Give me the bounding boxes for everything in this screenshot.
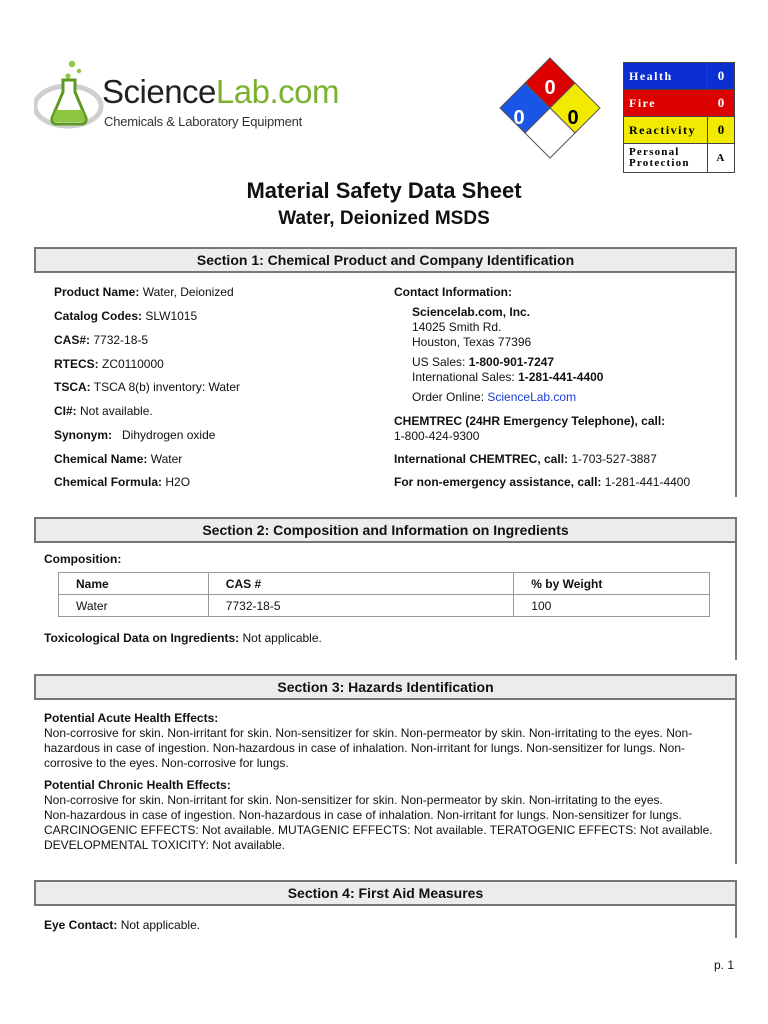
hmis-fire-value: 0 bbox=[708, 90, 735, 117]
field-label: Chemical Formula: bbox=[54, 475, 163, 489]
hmis-ppe-label-line1: Personal bbox=[629, 146, 680, 158]
field-label: Chemical Name: bbox=[54, 452, 148, 466]
field-value: Water, Deionized bbox=[139, 285, 234, 299]
international-sales bbox=[412, 370, 603, 384]
rtecs-field bbox=[54, 357, 164, 371]
field-label: Synonym: bbox=[54, 428, 113, 442]
order-online-label: Order Online: bbox=[412, 390, 488, 404]
acute-text-line: hazardous in case of ingestion. Non-hazardous in case of inhalation. Non-irritant for lungs. Non-sensitizer for lungs. Non- bbox=[44, 741, 686, 755]
field-label: Catalog Codes: bbox=[54, 309, 143, 323]
logo-science-text: Science bbox=[102, 73, 216, 110]
non-emergency-number: 1-281-441-4400 bbox=[601, 475, 691, 489]
chronic-health-effects bbox=[44, 778, 724, 853]
toxicological-data bbox=[44, 631, 322, 645]
intl-sales-number: 1-281-441-4400 bbox=[518, 370, 604, 384]
field-label: TSCA: bbox=[54, 380, 91, 394]
section-2 bbox=[34, 517, 737, 660]
nfpa-health-value: 0 bbox=[513, 107, 525, 129]
chemical-name-field bbox=[54, 452, 182, 466]
section-1-heading bbox=[34, 247, 735, 273]
hmis-ppe-value: A bbox=[708, 144, 735, 173]
us-sales bbox=[412, 355, 554, 369]
field-value: Water bbox=[147, 452, 183, 466]
logo-lab-text: Lab.com bbox=[215, 73, 339, 110]
table-cell: Water bbox=[59, 595, 209, 617]
contact-heading bbox=[394, 285, 512, 299]
order-online bbox=[412, 390, 576, 404]
field-value: ZC0110000 bbox=[98, 357, 164, 371]
hmis-health-label: Health bbox=[624, 63, 708, 90]
synonym-field bbox=[54, 428, 215, 442]
intl-sales-label: International Sales: bbox=[412, 370, 519, 384]
eye-contact-label: Eye Contact: bbox=[44, 918, 118, 932]
field-value: 7732-18-5 bbox=[90, 333, 149, 347]
field-value: TSCA 8(b) inventory: Water bbox=[90, 380, 241, 394]
field-label: CI#: bbox=[54, 404, 77, 418]
chemtrec-label: CHEMTREC (24HR Emergency Telephone), call: bbox=[394, 414, 666, 428]
nfpa-reactivity-value: 0 bbox=[567, 107, 579, 129]
document-subtitle: Water, Deionized MSDS bbox=[278, 208, 490, 229]
field-value: SLW1015 bbox=[142, 309, 198, 323]
address-line-2: Houston, Texas 77396 bbox=[412, 335, 532, 349]
hmis-health-value: 0 bbox=[708, 63, 735, 90]
page-number: p. 1 bbox=[713, 958, 734, 972]
tox-value: Not applicable. bbox=[239, 631, 322, 645]
chemical-formula-field bbox=[54, 475, 190, 489]
section-4-heading-text: Section 4: First Aid Measures bbox=[287, 885, 484, 901]
cas-field bbox=[54, 333, 148, 347]
sciencelab-logo bbox=[34, 58, 339, 136]
logo-wordmark bbox=[102, 74, 339, 110]
international-chemtrec bbox=[394, 452, 657, 466]
chronic-label: Potential Chronic Health Effects: bbox=[44, 778, 231, 792]
section-2-heading bbox=[34, 517, 735, 543]
hmis-ppe-label bbox=[624, 144, 708, 173]
logo-tagline: Chemicals & Laboratory Equipment bbox=[104, 114, 303, 129]
catalog-codes-field bbox=[54, 309, 197, 323]
section-3-heading-text: Section 3: Hazards Identification bbox=[277, 679, 494, 695]
section-4 bbox=[34, 880, 737, 938]
hmis-row-reactivity bbox=[624, 117, 735, 144]
section-4-heading bbox=[34, 880, 735, 906]
section-3 bbox=[34, 674, 737, 864]
hmis-row-fire bbox=[624, 90, 735, 117]
section-1-heading-text: Section 1: Chemical Product and Company Identification bbox=[196, 252, 575, 268]
company-name-text: Sciencelab.com, Inc. bbox=[412, 305, 531, 319]
table-cell: 100 bbox=[514, 595, 710, 617]
chemtrec-heading bbox=[394, 414, 665, 428]
composition-table bbox=[58, 572, 710, 617]
hmis-fire-label: Fire bbox=[624, 90, 708, 117]
tox-label: Toxicological Data on Ingredients: bbox=[44, 631, 240, 645]
chronic-text-line: CARCINOGENIC EFFECTS: Not available. MUTAGENIC EFFECTS: Not available. TERATOGENIC EFFECTS: Not available. bbox=[44, 823, 713, 837]
field-label: Product Name: bbox=[54, 285, 140, 299]
ci-field bbox=[54, 404, 153, 418]
column-header-cas: CAS # bbox=[208, 573, 513, 595]
intl-chemtrec-label: International CHEMTREC, call: bbox=[394, 452, 569, 466]
product-name-field bbox=[54, 285, 234, 299]
acute-text-line: Non-corrosive for skin. Non-irritant for skin. Non-sensitizer for skin. Non-permeator by skin. Non-irritating to the eyes. Non- bbox=[44, 726, 693, 740]
field-label: RTECS: bbox=[54, 357, 99, 371]
acute-text-line: corrosive to the eyes. Non-corrosive for lungs. bbox=[44, 756, 289, 770]
document-title: Material Safety Data Sheet bbox=[246, 178, 522, 203]
column-header-weight: % by Weight bbox=[514, 573, 710, 595]
non-emergency-label: For non-emergency assistance, call: bbox=[394, 475, 602, 489]
composition-label-text: Composition: bbox=[44, 552, 122, 566]
field-value: H2O bbox=[162, 475, 191, 489]
table-header-row bbox=[59, 573, 710, 595]
chemtrec-number: 1-800-424-9300 bbox=[394, 429, 480, 443]
company-name bbox=[412, 305, 530, 319]
flask-icon bbox=[34, 58, 104, 136]
hmis-ppe-label-line2: Protection bbox=[629, 157, 690, 169]
hmis-reactivity-label: Reactivity bbox=[624, 117, 708, 144]
composition-label bbox=[44, 552, 121, 566]
intl-chemtrec-number: 1-703-527-3887 bbox=[568, 452, 657, 466]
chronic-text-line: Non-corrosive for skin. Non-irritant for skin. Non-sensitizer for skin. Non-permeator by skin. Non-irritating to the eyes. bbox=[44, 793, 663, 807]
non-emergency-assistance bbox=[394, 475, 690, 489]
chronic-text-line: Non-hazardous in case of ingestion. Non-hazardous in case of inhalation. Non-irritant for lungs. Non-sensitizer for lungs. bbox=[44, 808, 682, 822]
acute-health-effects bbox=[44, 711, 724, 771]
field-value: Not available. bbox=[76, 404, 153, 418]
tsca-field bbox=[54, 380, 240, 394]
field-label: CAS#: bbox=[54, 333, 91, 347]
eye-contact bbox=[44, 918, 200, 932]
field-value: Dihydrogen oxide bbox=[112, 428, 216, 442]
us-sales-number: 1-800-901-7247 bbox=[468, 355, 555, 369]
hmis-rating-table bbox=[623, 62, 735, 173]
eye-contact-value: Not applicable. bbox=[117, 918, 201, 932]
acute-label: Potential Acute Health Effects: bbox=[44, 711, 219, 725]
hmis-reactivity-value: 0 bbox=[708, 117, 735, 144]
hmis-row-personal-protection bbox=[624, 144, 735, 173]
table-cell: 7732-18-5 bbox=[208, 595, 513, 617]
address-line-1: 14025 Smith Rd. bbox=[412, 320, 502, 334]
section-1 bbox=[34, 247, 737, 497]
table-row bbox=[59, 595, 710, 617]
us-sales-label: US Sales: bbox=[412, 355, 469, 369]
nfpa-fire-value: 0 bbox=[544, 77, 556, 99]
column-header-name: Name bbox=[59, 573, 209, 595]
section-2-heading-text: Section 2: Composition and Information on Ingredients bbox=[202, 522, 569, 538]
contact-heading-text: Contact Information: bbox=[394, 285, 512, 299]
chronic-text-line: DEVELOPMENTAL TOXICITY: Not available. bbox=[44, 838, 285, 852]
section-3-heading bbox=[34, 674, 735, 700]
nfpa-diamond bbox=[498, 56, 604, 168]
hmis-row-health bbox=[624, 63, 735, 90]
sciencelab-link[interactable]: ScienceLab.com bbox=[487, 390, 577, 404]
